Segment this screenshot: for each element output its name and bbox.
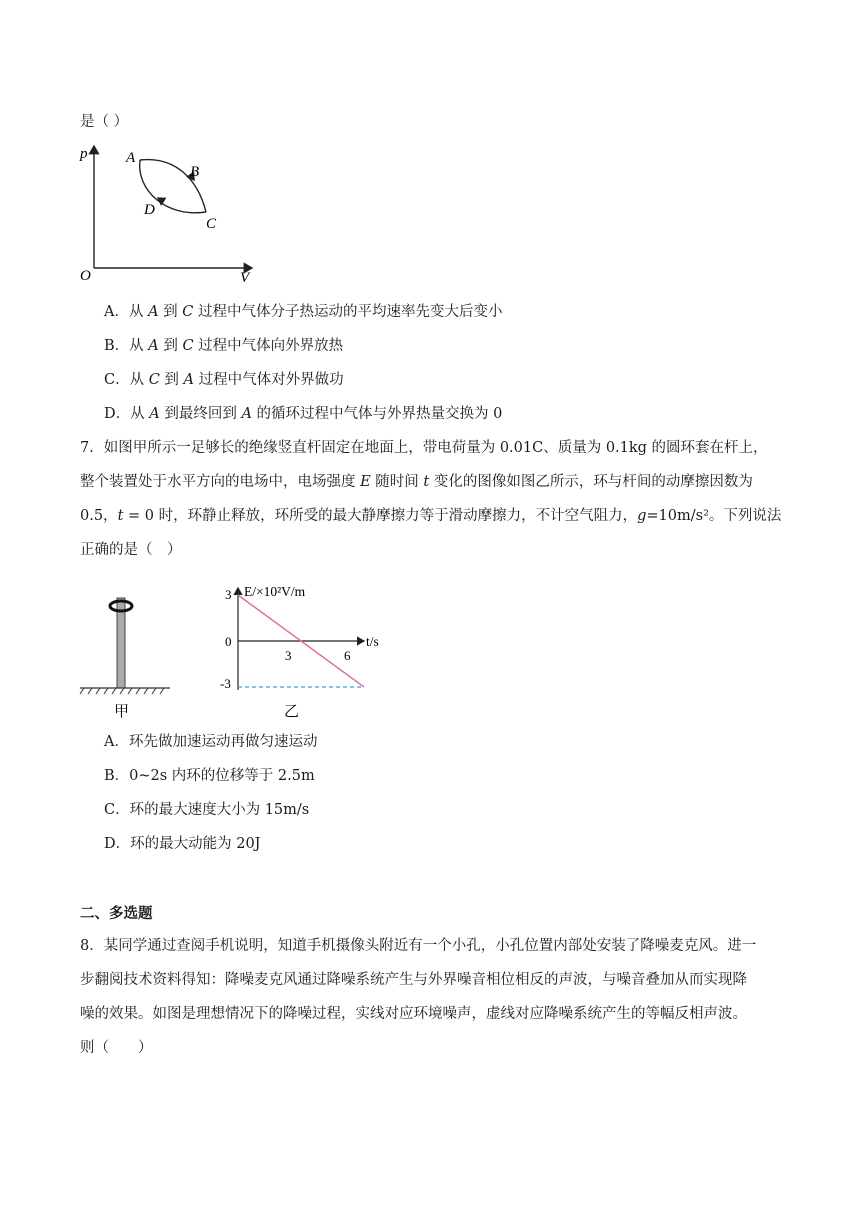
q7-stem-line3: 0.5，t = 0 时，环静止释放，环所受的最大静摩擦力等于滑动摩擦力，不计空气阻力，g=10m/s²。下列说法 <box>80 508 782 524</box>
pv-label-b: B <box>190 164 200 180</box>
q6-option-a: A．从 A 到 C 过程中气体分子热运动的平均速率先变大后变小 <box>104 304 503 320</box>
ground-hatch <box>80 688 164 694</box>
pv-label-d: D <box>144 202 155 218</box>
section-title-multi-choice: 二、多选题 <box>80 905 153 922</box>
et-tick-y-top: 3 <box>225 587 232 602</box>
q6-option-c: C．从 C 到 A 过程中气体对外界做功 <box>104 372 344 388</box>
pv-label-c: C <box>206 216 217 232</box>
q7-stem-line4: 正确的是（ ） <box>80 542 182 558</box>
et-xlabel: t/s <box>366 634 379 649</box>
q6-stem-tail: 是（ ） <box>80 114 129 130</box>
q8-stem-line2: 步翻阅技术资料得知：降噪麦克风通过降噪系统产生与外界噪音相位相反的声波，与噪音叠加从而实现降 <box>80 972 747 988</box>
q6-pv-graph <box>76 140 266 286</box>
q7-option-a: A．环先做加速运动再做匀速运动 <box>104 734 318 750</box>
et-tick-x-mid: 3 <box>285 648 292 663</box>
et-tick-y-zero: 0 <box>225 634 232 649</box>
q7-option-d: D．环的最大动能为 20J <box>104 836 261 852</box>
q8-stem-line3: 噪的效果。如图是理想情况下的降噪过程，实线对应环境噪声，虚线对应降噪系统产生的等幅反相声波。 <box>80 1006 747 1022</box>
fig-yi-caption: 乙 <box>284 704 300 720</box>
q8-stem-line1: 8．某同学通过查阅手机说明，知道手机摄像头附近有一个小孔，小孔位置内部处安装了降噪麦克风。进一 <box>80 938 757 954</box>
q7-option-c: C．环的最大速度大小为 15m/s <box>104 802 310 818</box>
pv-label-a: A <box>126 150 136 166</box>
q7-figure-yi <box>220 580 390 720</box>
q6-option-b: B．从 A 到 C 过程中气体向外界放热 <box>104 338 344 354</box>
fig-jia-caption: 甲 <box>114 704 130 720</box>
et-tick-x-end: 6 <box>344 648 351 663</box>
q7-figure-jia <box>76 592 176 722</box>
q8-stem-line4: 则（ ） <box>80 1040 153 1056</box>
pv-label-p: p <box>80 146 88 162</box>
q7-option-b: B．0~2s 内环的位移等于 2.5m <box>104 768 315 784</box>
q7-stem-line1: 7．如图甲所示一足够长的绝缘竖直杆固定在地面上，带电荷量为 0.01C、质量为 0.1kg 的圆环套在杆上， <box>80 440 768 456</box>
et-tick-y-bottom: -3 <box>220 676 231 691</box>
et-ylabel: E/×10²V/m <box>244 584 306 599</box>
q7-stem-line2: 整个装置处于水平方向的电场中，电场强度 E 随时间 t 变化的图像如图乙所示，环与杆间的动摩擦因数为 <box>80 474 753 490</box>
pv-label-o: O <box>80 268 91 284</box>
q6-option-d: D．从 A 到最终回到 A 的循环过程中气体与外界热量交换为 0 <box>104 406 503 422</box>
pv-label-v: V <box>240 270 250 286</box>
